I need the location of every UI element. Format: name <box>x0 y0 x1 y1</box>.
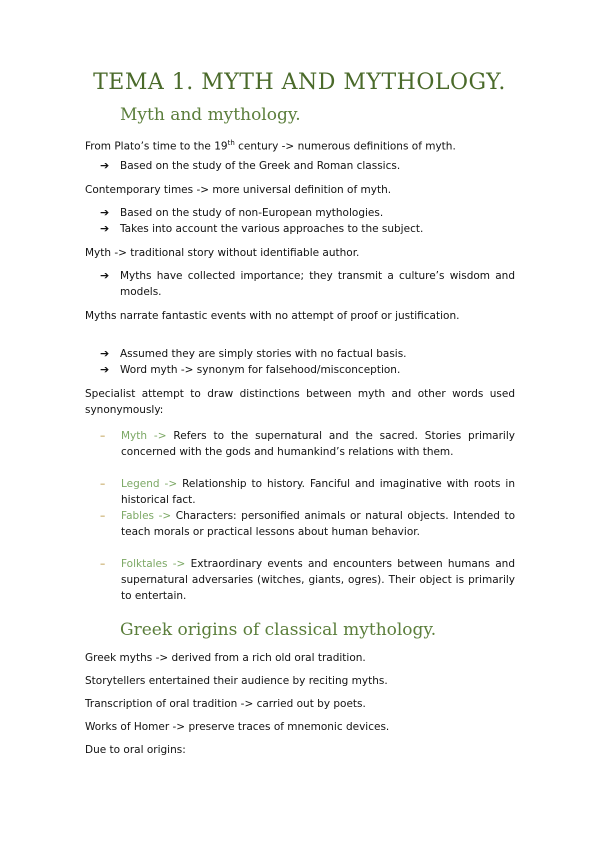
paragraph: Greek myths -> derived from a rich old oral tradition. <box>85 652 366 664</box>
definition-item-legend: – Legend -> Relationship to history. Fanciful and imaginative with roots in historical fact. <box>100 478 515 506</box>
paragraph: Due to oral origins: <box>85 744 186 756</box>
list-item: ➔ Takes into account the various approaches to the subject. <box>100 222 424 235</box>
paragraph: Works of Homer -> preserve traces of mnemonic devices. <box>85 721 390 733</box>
list-item: ➔ Based on the study of the Greek and Roman classics. <box>100 159 401 172</box>
list-item: ➔ Word myth -> synonym for falsehood/misconception. <box>100 363 401 376</box>
list-item: ➔ Assumed they are simply stories with no factual basis. <box>100 347 407 360</box>
term-myth: Myth -> <box>121 430 167 442</box>
arrow-right-icon: ➔ <box>100 206 110 219</box>
definition-item-fables: – Fables -> Characters: personified animals or natural objects. Intended to teach morals or practical lessons about human behavior. <box>100 510 515 538</box>
paragraph: Storytellers entertained their audience by reciting myths. <box>85 675 388 687</box>
arrow-right-icon: ➔ <box>100 222 110 235</box>
arrow-right-icon: ➔ <box>100 363 110 376</box>
arrow-right-icon: ➔ <box>100 269 110 282</box>
paragraph: From Plato’s time to the 19th century -> numerous definitions of myth. <box>85 139 456 153</box>
paragraph: Myth -> traditional story without identifiable author. <box>85 247 360 259</box>
paragraph: Myths narrate fantastic events with no attempt of proof or justification. <box>85 310 460 322</box>
dash-icon: – <box>100 478 106 490</box>
list-item: ➔ Myths have collected importance; they transmit a culture’s wisdom and models. <box>100 269 515 298</box>
arrow-right-icon: ➔ <box>100 159 110 172</box>
term-legend: Legend -> <box>121 478 178 490</box>
dash-icon: – <box>100 558 106 570</box>
definition-item-folktales: – Folktales -> Extraordinary events and encounters between humans and supernatural adversaries (witches, giants, ogres). Their object is primarily to entertain. <box>100 558 515 602</box>
dash-icon: – <box>100 430 106 442</box>
arrow-right-icon: ➔ <box>100 347 110 360</box>
definition-item-myth: – Myth -> Refers to the supernatural and the sacred. Stories primarily concerned with the gods and humankind’s relations with them. <box>100 430 515 458</box>
term-fables: Fables -> <box>121 510 172 522</box>
list-item: ➔ Based on the study of non-European mythologies. <box>100 206 384 219</box>
paragraph: Specialist attempt to draw distinctions between myth and other words used synonymously: <box>85 388 515 416</box>
term-folktales: Folktales -> <box>121 558 186 570</box>
page-title: TEMA 1. MYTH AND MYTHOLOGY. <box>93 70 506 95</box>
section-heading-myth: Myth and mythology. <box>120 105 301 125</box>
paragraph: Transcription of oral tradition -> carried out by poets. <box>85 698 366 710</box>
paragraph: Contemporary times -> more universal definition of myth. <box>85 184 392 196</box>
section-heading-greek-origins: Greek origins of classical mythology. <box>120 620 437 640</box>
dash-icon: – <box>100 510 106 522</box>
